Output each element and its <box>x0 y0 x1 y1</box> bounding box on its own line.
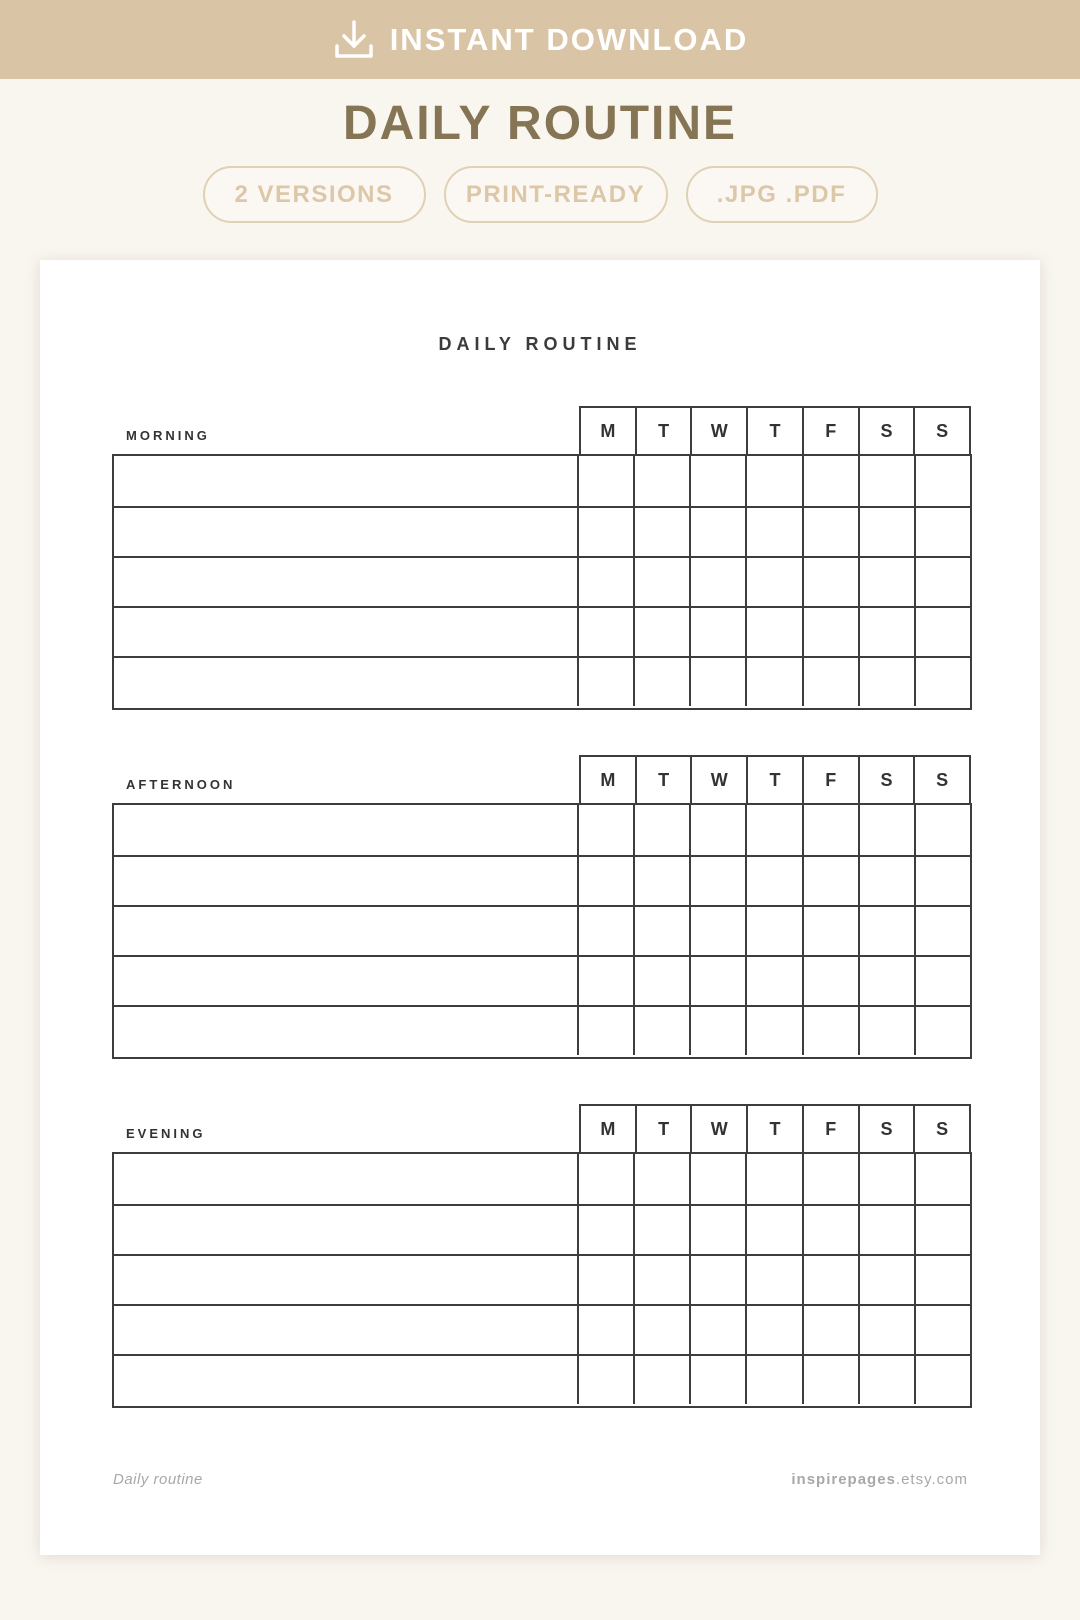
task-cell[interactable] <box>114 957 579 1005</box>
checkbox-cell[interactable] <box>689 608 745 656</box>
checkbox-cell[interactable] <box>914 658 970 706</box>
checkbox-cell[interactable] <box>745 805 801 855</box>
weekday-label: F <box>802 757 858 803</box>
checkbox-cell[interactable] <box>914 1306 970 1354</box>
checkbox-cell[interactable] <box>579 1206 633 1254</box>
checkbox-cell[interactable] <box>914 608 970 656</box>
page-title: DAILY ROUTINE <box>342 97 738 150</box>
checkbox-cell[interactable] <box>802 957 858 1005</box>
checkbox-cell[interactable] <box>745 508 801 556</box>
checkbox-cell[interactable] <box>914 508 970 556</box>
checkbox-cell[interactable] <box>858 1256 914 1304</box>
pill-versions: 2 VERSIONS <box>203 166 426 223</box>
checkbox-cell[interactable] <box>802 1154 858 1204</box>
table-row <box>114 606 970 656</box>
checkbox-cell[interactable] <box>579 857 633 905</box>
table-row <box>114 905 970 955</box>
checkbox-cell[interactable] <box>745 1206 801 1254</box>
instant-download-banner[interactable] <box>0 0 1080 79</box>
weekday-label: M <box>600 1118 616 1139</box>
task-cell[interactable] <box>114 508 579 556</box>
weekday-label: M <box>600 769 616 790</box>
checkbox-cell[interactable] <box>689 1306 745 1354</box>
checkbox-cell[interactable] <box>633 857 689 905</box>
weekday-label: W <box>690 1106 746 1152</box>
checkbox-cell[interactable] <box>858 1306 914 1354</box>
task-cell[interactable] <box>114 805 579 855</box>
checkbox-cell[interactable] <box>858 658 914 706</box>
table-row <box>114 556 970 606</box>
checkbox-cell[interactable] <box>745 1256 801 1304</box>
weekday-label: T <box>746 408 802 454</box>
checkbox-cell[interactable] <box>579 558 633 606</box>
task-cell[interactable] <box>114 456 579 506</box>
weekday-label: T <box>746 1106 802 1152</box>
task-cell[interactable] <box>114 558 579 606</box>
checkbox-cell[interactable] <box>858 456 914 506</box>
weekday-label: S <box>913 408 969 454</box>
checkbox-cell[interactable] <box>802 508 858 556</box>
table-row <box>114 456 970 506</box>
footer-document-name: Daily routine <box>113 1471 203 1488</box>
download-icon <box>332 18 376 62</box>
section-label: AFTERNOON <box>126 777 236 792</box>
feature-pills <box>0 166 1080 223</box>
task-cell[interactable] <box>114 1356 579 1404</box>
checkbox-cell[interactable] <box>689 508 745 556</box>
weekday-label: T <box>635 1106 691 1152</box>
checkbox-cell[interactable] <box>579 508 633 556</box>
checkbox-cell[interactable] <box>633 658 689 706</box>
checkbox-cell[interactable] <box>858 805 914 855</box>
checkbox-cell[interactable] <box>914 805 970 855</box>
checkbox-cell[interactable] <box>914 456 970 506</box>
checkbox-cell[interactable] <box>914 1256 970 1304</box>
task-cell[interactable] <box>114 1007 579 1055</box>
weekday-label: T <box>635 408 691 454</box>
checkbox-cell[interactable] <box>858 1007 914 1055</box>
checkbox-cell[interactable] <box>633 907 689 955</box>
checkbox-cell[interactable] <box>689 658 745 706</box>
task-cell[interactable] <box>114 1306 579 1354</box>
checkbox-cell[interactable] <box>689 1007 745 1055</box>
section-morning <box>112 406 972 710</box>
task-cell[interactable] <box>114 1256 579 1304</box>
checkbox-cell[interactable] <box>745 608 801 656</box>
sheet-title: DAILY ROUTINE <box>438 334 642 354</box>
checkbox-cell[interactable] <box>745 1154 801 1204</box>
checkbox-cell[interactable] <box>689 957 745 1005</box>
table-row <box>114 955 970 1005</box>
checkbox-cell[interactable] <box>914 957 970 1005</box>
checkbox-cell[interactable] <box>579 1256 633 1304</box>
task-cell[interactable] <box>114 658 579 706</box>
checkbox-cell[interactable] <box>802 805 858 855</box>
checkbox-cell[interactable] <box>745 1356 801 1404</box>
table-row <box>114 1204 970 1254</box>
checkbox-cell[interactable] <box>802 1306 858 1354</box>
weekday-header <box>579 755 971 803</box>
checkbox-cell[interactable] <box>633 1256 689 1304</box>
footer-shop-url <box>791 1471 968 1488</box>
checkbox-cell[interactable] <box>745 658 801 706</box>
checkbox-cell[interactable] <box>858 558 914 606</box>
checkbox-cell[interactable] <box>914 1154 970 1204</box>
checkbox-cell[interactable] <box>633 805 689 855</box>
weekday-label: T <box>635 757 691 803</box>
footer-shop-name: inspirepages <box>791 1471 896 1488</box>
routine-grid <box>112 1152 972 1408</box>
checkbox-cell[interactable] <box>633 456 689 506</box>
checkbox-cell[interactable] <box>745 456 801 506</box>
task-cell[interactable] <box>114 1206 579 1254</box>
section-label: EVENING <box>126 1126 206 1141</box>
table-row <box>114 1354 970 1404</box>
weekday-label: F <box>802 1106 858 1152</box>
routine-grid <box>112 454 972 710</box>
checkbox-cell[interactable] <box>802 1206 858 1254</box>
checkbox-cell[interactable] <box>802 456 858 506</box>
checkbox-cell[interactable] <box>633 558 689 606</box>
checkbox-cell[interactable] <box>689 1206 745 1254</box>
checkbox-cell[interactable] <box>579 456 633 506</box>
checkbox-cell[interactable] <box>633 1007 689 1055</box>
weekday-label: M <box>600 420 616 441</box>
routine-grid <box>112 803 972 1059</box>
task-cell[interactable] <box>114 907 579 955</box>
table-row <box>114 1154 970 1204</box>
checkbox-cell[interactable] <box>914 1007 970 1055</box>
pill-file-formats: .JPG .PDF <box>686 166 878 223</box>
task-cell[interactable] <box>114 857 579 905</box>
checkbox-cell[interactable] <box>858 1206 914 1254</box>
checkbox-cell[interactable] <box>689 1356 745 1404</box>
checkbox-cell[interactable] <box>858 608 914 656</box>
table-row <box>114 1005 970 1055</box>
weekday-label: S <box>858 1106 914 1152</box>
weekday-header <box>579 1104 971 1152</box>
task-cell[interactable] <box>114 1154 579 1204</box>
table-row <box>114 1254 970 1304</box>
table-row <box>114 805 970 855</box>
checkbox-cell[interactable] <box>914 558 970 606</box>
checkbox-cell[interactable] <box>914 1356 970 1404</box>
checkbox-cell[interactable] <box>802 1356 858 1404</box>
checkbox-cell[interactable] <box>633 957 689 1005</box>
checkbox-cell[interactable] <box>579 907 633 955</box>
section-evening <box>112 1104 972 1408</box>
checkbox-cell[interactable] <box>858 957 914 1005</box>
checkbox-cell[interactable] <box>858 508 914 556</box>
checkbox-cell[interactable] <box>745 907 801 955</box>
section-label: MORNING <box>126 428 210 443</box>
weekday-label: W <box>690 408 746 454</box>
checkbox-cell[interactable] <box>579 658 633 706</box>
table-row <box>114 506 970 556</box>
checkbox-cell[interactable] <box>579 957 633 1005</box>
checkbox-cell[interactable] <box>633 1154 689 1204</box>
checkbox-cell[interactable] <box>802 658 858 706</box>
checkbox-cell[interactable] <box>745 857 801 905</box>
checkbox-cell[interactable] <box>689 456 745 506</box>
checkbox-cell[interactable] <box>579 1007 633 1055</box>
checkbox-cell[interactable] <box>689 907 745 955</box>
checkbox-cell[interactable] <box>689 1154 745 1204</box>
pill-print-ready: PRINT-READY <box>444 166 668 223</box>
checkbox-cell[interactable] <box>914 907 970 955</box>
checkbox-cell[interactable] <box>858 1356 914 1404</box>
checkbox-cell[interactable] <box>689 558 745 606</box>
table-row <box>114 656 970 706</box>
checkbox-cell[interactable] <box>802 857 858 905</box>
section-afternoon <box>112 755 972 1059</box>
checkbox-cell[interactable] <box>633 1306 689 1354</box>
table-row <box>114 1304 970 1354</box>
checkbox-cell[interactable] <box>802 558 858 606</box>
table-row <box>114 855 970 905</box>
checkbox-cell[interactable] <box>633 1356 689 1404</box>
checkbox-cell[interactable] <box>579 608 633 656</box>
banner-label: INSTANT DOWNLOAD <box>389 21 749 57</box>
checkbox-cell[interactable] <box>689 857 745 905</box>
task-cell[interactable] <box>114 608 579 656</box>
checkbox-cell[interactable] <box>633 1206 689 1254</box>
weekday-label: S <box>913 757 969 803</box>
weekday-label: F <box>802 408 858 454</box>
checkbox-cell[interactable] <box>802 1007 858 1055</box>
checkbox-cell[interactable] <box>689 805 745 855</box>
checkbox-cell[interactable] <box>745 1007 801 1055</box>
checkbox-cell[interactable] <box>858 907 914 955</box>
weekday-label: S <box>858 408 914 454</box>
checkbox-cell[interactable] <box>579 1306 633 1354</box>
checkbox-cell[interactable] <box>858 1154 914 1204</box>
footer-shop-domain: .etsy.com <box>895 1471 968 1488</box>
checkbox-cell[interactable] <box>802 608 858 656</box>
checkbox-cell[interactable] <box>745 1306 801 1354</box>
weekday-label: S <box>913 1106 969 1152</box>
checkbox-cell[interactable] <box>579 1154 633 1204</box>
checkbox-cell[interactable] <box>633 608 689 656</box>
checkbox-cell[interactable] <box>689 1256 745 1304</box>
checkbox-cell[interactable] <box>745 957 801 1005</box>
checkbox-cell[interactable] <box>914 1206 970 1254</box>
checkbox-cell[interactable] <box>802 1256 858 1304</box>
checkbox-cell[interactable] <box>914 857 970 905</box>
weekday-label: S <box>858 757 914 803</box>
checkbox-cell[interactable] <box>579 805 633 855</box>
checkbox-cell[interactable] <box>802 907 858 955</box>
checkbox-cell[interactable] <box>633 508 689 556</box>
weekday-label: W <box>690 757 746 803</box>
checkbox-cell[interactable] <box>579 1356 633 1404</box>
weekday-header <box>579 406 971 454</box>
checkbox-cell[interactable] <box>858 857 914 905</box>
weekday-label: T <box>746 757 802 803</box>
checkbox-cell[interactable] <box>745 558 801 606</box>
